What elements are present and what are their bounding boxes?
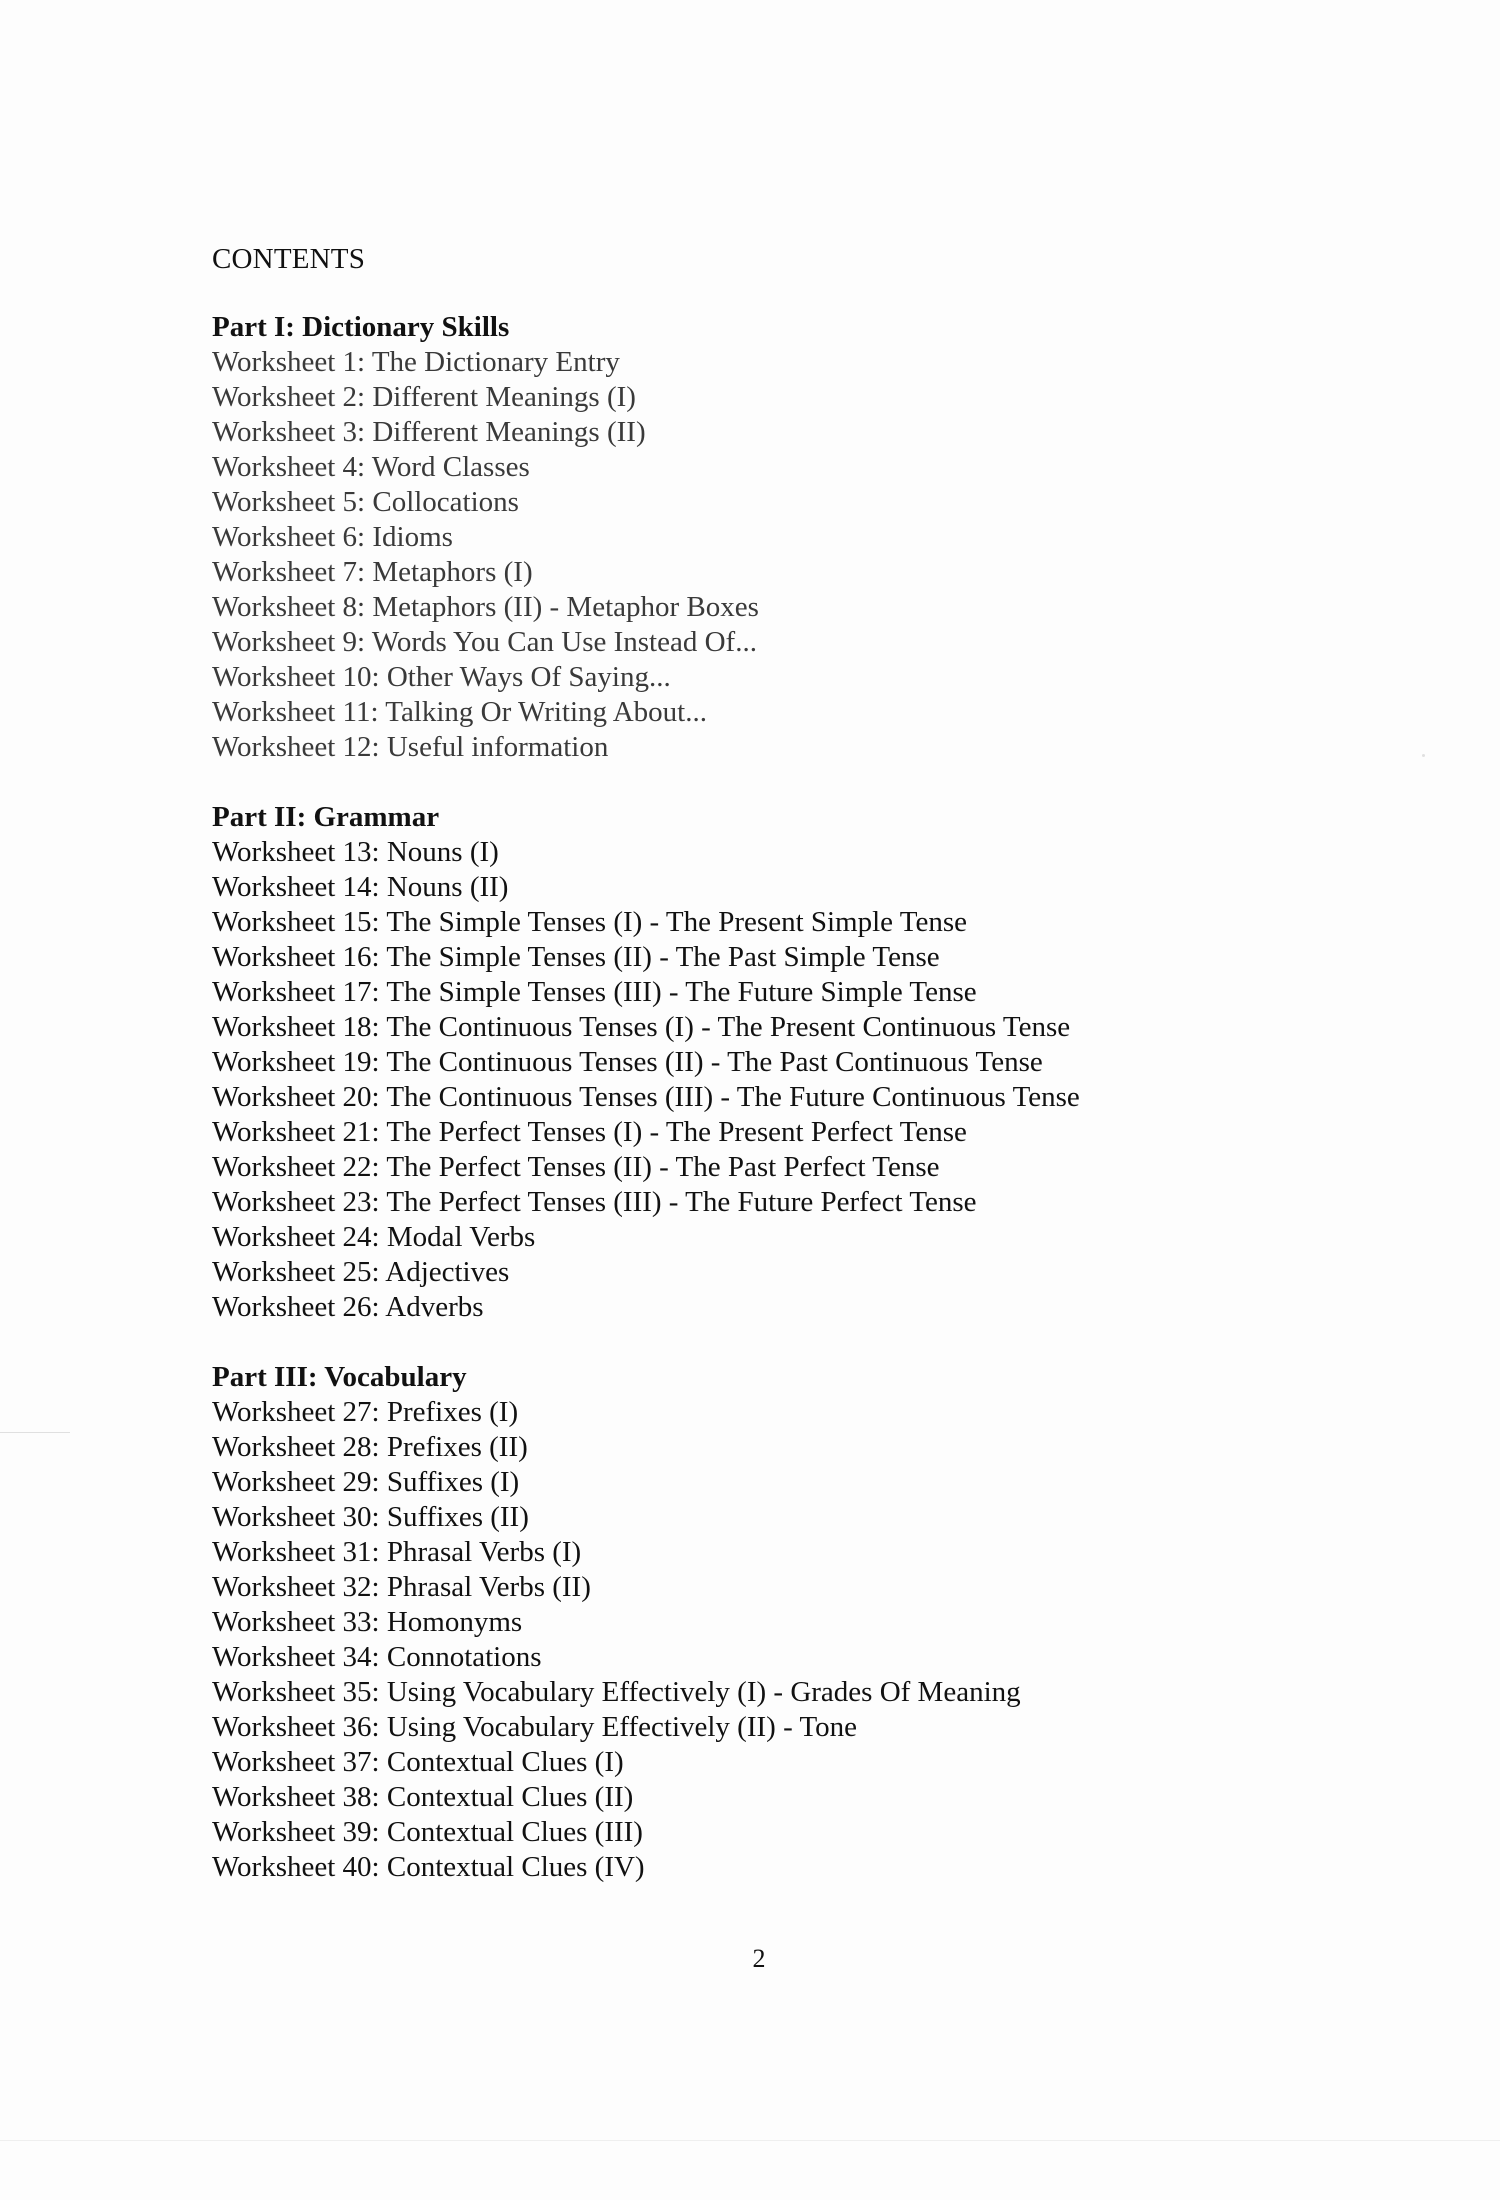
toc-entry: Worksheet 1: The Dictionary Entry bbox=[212, 346, 620, 378]
toc-entry: Worksheet 20: The Continuous Tenses (III) - The Future Continuous Tense bbox=[212, 1081, 1080, 1113]
toc-entry: Worksheet 5: Collocations bbox=[212, 486, 519, 518]
part-heading: Part II: Grammar bbox=[212, 801, 440, 833]
toc-entry: Worksheet 27: Prefixes (I) bbox=[212, 1396, 519, 1428]
toc-entry: Worksheet 18: The Continuous Tenses (I) - The Present Continuous Tense bbox=[212, 1011, 1071, 1043]
toc-entry: Worksheet 23: The Perfect Tenses (III) - The Future Perfect Tense bbox=[212, 1186, 977, 1218]
toc-entry: Worksheet 37: Contextual Clues (I) bbox=[212, 1746, 624, 1778]
toc-entry: Worksheet 15: The Simple Tenses (I) - The Present Simple Tense bbox=[212, 906, 967, 938]
toc-entry: Worksheet 13: Nouns (I) bbox=[212, 836, 499, 868]
toc-entry: Worksheet 6: Idioms bbox=[212, 521, 453, 553]
toc-entry: Worksheet 17: The Simple Tenses (III) - The Future Simple Tense bbox=[212, 976, 977, 1008]
toc-entry: Worksheet 11: Talking Or Writing About... bbox=[212, 696, 707, 728]
toc-entry: Worksheet 40: Contextual Clues (IV) bbox=[212, 1851, 645, 1883]
toc-entry: Worksheet 36: Using Vocabulary Effectively (II) - Tone bbox=[212, 1711, 858, 1743]
toc-entry: Worksheet 39: Contextual Clues (III) bbox=[212, 1816, 643, 1848]
toc-entry: Worksheet 33: Homonyms bbox=[212, 1606, 523, 1638]
toc-entry: Worksheet 14: Nouns (II) bbox=[212, 871, 509, 903]
toc-entry: Worksheet 28: Prefixes (II) bbox=[212, 1431, 528, 1463]
toc-entry: Worksheet 8: Metaphors (II) - Metaphor Boxes bbox=[212, 591, 759, 623]
toc-entry: Worksheet 35: Using Vocabulary Effectively (I) - Grades Of Meaning bbox=[212, 1676, 1021, 1708]
page-number: 2 bbox=[752, 1944, 766, 1973]
toc-entry: Worksheet 19: The Continuous Tenses (II) - The Past Continuous Tense bbox=[212, 1046, 1043, 1078]
toc-entry: Worksheet 29: Suffixes (I) bbox=[212, 1466, 520, 1498]
scan-artifact bbox=[1422, 754, 1425, 757]
toc-entry: Worksheet 2: Different Meanings (I) bbox=[212, 381, 636, 413]
table-of-contents bbox=[212, 238, 1392, 1920]
part-heading: Part III: Vocabulary bbox=[212, 1361, 467, 1393]
toc-entry: Worksheet 31: Phrasal Verbs (I) bbox=[212, 1536, 582, 1568]
contents-title: CONTENTS bbox=[212, 243, 366, 275]
toc-entry: Worksheet 25: Adjectives bbox=[212, 1256, 510, 1288]
toc-entry: Worksheet 30: Suffixes (II) bbox=[212, 1501, 529, 1533]
toc-entry: Worksheet 9: Words You Can Use Instead Of... bbox=[212, 626, 757, 658]
part-grammar bbox=[212, 800, 1392, 1325]
toc-entry: Worksheet 32: Phrasal Verbs (II) bbox=[212, 1571, 591, 1603]
toc-entry: Worksheet 12: Useful information bbox=[212, 731, 609, 763]
toc-entry: Worksheet 4: Word Classes bbox=[212, 451, 530, 483]
part-vocabulary bbox=[212, 1360, 1392, 1885]
toc-entry: Worksheet 16: The Simple Tenses (II) - The Past Simple Tense bbox=[212, 941, 940, 973]
toc-entry: Worksheet 3: Different Meanings (II) bbox=[212, 416, 646, 448]
part-heading: Part I: Dictionary Skills bbox=[212, 311, 510, 343]
toc-entry: Worksheet 7: Metaphors (I) bbox=[212, 556, 533, 588]
toc-entry: Worksheet 22: The Perfect Tenses (II) - The Past Perfect Tense bbox=[212, 1151, 940, 1183]
toc-entry: Worksheet 38: Contextual Clues (II) bbox=[212, 1781, 634, 1813]
scan-artifact bbox=[0, 2140, 1500, 2141]
toc-entry: Worksheet 34: Connotations bbox=[212, 1641, 542, 1673]
toc-entry: Worksheet 24: Modal Verbs bbox=[212, 1221, 536, 1253]
toc-entry: Worksheet 26: Adverbs bbox=[212, 1291, 484, 1323]
part-dictionary-skills bbox=[212, 310, 1392, 765]
scan-artifact bbox=[0, 1432, 70, 1433]
toc-entry: Worksheet 10: Other Ways Of Saying... bbox=[212, 661, 671, 693]
toc-entry: Worksheet 21: The Perfect Tenses (I) - The Present Perfect Tense bbox=[212, 1116, 967, 1148]
